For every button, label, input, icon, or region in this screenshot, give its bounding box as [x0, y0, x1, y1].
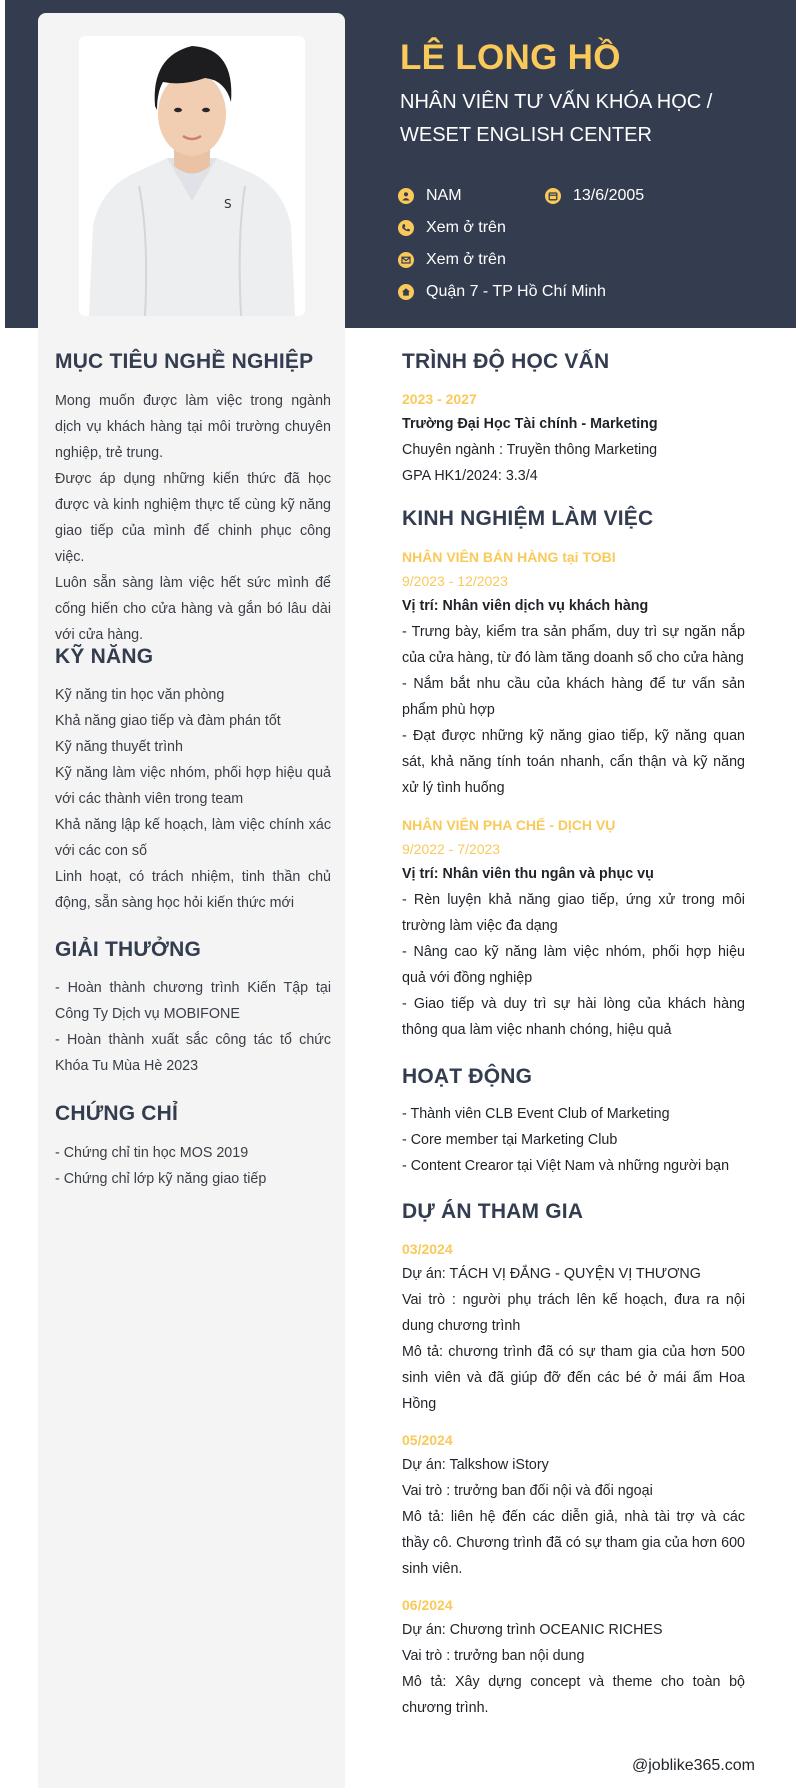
- skills-heading: KỸ NĂNG: [55, 645, 154, 668]
- experience-job-2: NHÂN VIÊN PHA CHẾ - DỊCH VỤ 9/2022 - 7/2023 Vị trí: Nhân viên thu ngân và phục vụ - Rèn luyện khả năng giao tiếp, ứng xử trong môi trường làm việc đa dạng - Nâng cao kỹ năng làm việc nhóm, phối hợp hiệu quả với đồng nghiệp - Giao tiếp và duy trì sự hài lòng của khách hàng thông qua làm việc nhanh chóng, hiệu quả: [402, 817, 745, 1038]
- list-item: Linh hoạt, có trách nhiệm, tinh thần chủ động, sẵn sàng học hỏi kiến thức mới: [55, 869, 331, 911]
- list-item: Khả năng giao tiếp và đàm phán tốt: [55, 713, 281, 729]
- svg-text:S: S: [224, 197, 232, 211]
- phone-icon: [398, 220, 414, 236]
- list-item: Kỹ năng làm việc nhóm, phối hợp hiệu quả với các thành viên trong team: [55, 765, 331, 807]
- list-item: Kỹ năng thuyết trình: [55, 739, 183, 755]
- mail-icon: [398, 252, 414, 268]
- project-2: 05/2024 Dự án: Talkshow iStory Vai trò : trưởng ban đối nội và đối ngoại Mô tả: liên hệ đến các diễn giả, nhà tài trợ và các thầy cô. Chương trình đã có sự tham gia của hơn 600 sinh viên.: [402, 1432, 745, 1577]
- list-item: - Chứng chỉ tin học MOS 2019: [55, 1145, 249, 1161]
- list-item: Kỹ năng tin học văn phòng: [55, 687, 225, 703]
- address-row: Quận 7 - TP Hồ Chí Minh: [398, 283, 606, 301]
- email-row: Xem ở trên: [398, 251, 506, 269]
- experience-job-1: NHÂN VIÊN BÁN HÀNG tại TOBI 9/2023 - 12/2023 Vị trí: Nhân viên dịch vụ khách hàng - Trưng bày, kiểm tra sản phẩm, duy trì sự ngăn nắp của cửa hàng, từ đó làm tăng doanh số cho cửa hàng - Nắm bắt nhu cầu của khách hàng để tư vấn sản phẩm phù hợp - Đạt được những kỹ năng giao tiếp, kỹ năng quan sát, khả năng tính toán nhanh, cẩn thận và kỹ năng xử lý tình huống: [402, 549, 745, 796]
- dob-row: 13/6/2005: [545, 187, 644, 205]
- candidate-name: LÊ LONG HỒ: [400, 38, 621, 77]
- list-item: - Hoàn thành xuất sắc công tác tổ chức Khóa Tu Mùa Hè 2023: [55, 1032, 331, 1074]
- user-icon: [398, 188, 414, 204]
- awards-list: [55, 975, 331, 1079]
- activities-list: [402, 1101, 745, 1179]
- list-item: - Chứng chỉ lớp kỹ năng giao tiếp: [55, 1171, 267, 1187]
- project-3: 06/2024 Dự án: Chương trình OCEANIC RICHES Vai trò : trưởng ban nội dung Mô tả: Xây dựng concept và theme cho toàn bộ chương trình.: [402, 1597, 745, 1716]
- profile-photo: [79, 36, 305, 316]
- certificates-list: [55, 1140, 331, 1192]
- gender-row: NAM: [398, 187, 462, 205]
- experience-heading: KINH NGHIỆM LÀM VIỆC: [402, 507, 654, 530]
- list-item: - Core member tại Marketing Club: [402, 1132, 618, 1148]
- list-item: - Content Crearor tại Việt Nam và những người bạn: [402, 1158, 730, 1174]
- home-icon: [398, 284, 414, 300]
- objective-text: Mong muốn được làm việc trong ngành dịch vụ khách hàng tại môi trường chuyên nghiệp, trẻ trung. Được áp dụng những kiến thức đã học được và kinh nghiệm thực tế cùng kỹ năng giao tiếp của mình để chinh phục công việc. Luôn sẵn sàng làm việc hết sức mình để cống hiến cho cửa hàng và gắn bó lâu dài với cửa hàng.: [55, 393, 331, 643]
- certificates-heading: CHỨNG CHỈ: [55, 1102, 179, 1125]
- job-title: NHÂN VIÊN TƯ VẤN KHÓA HỌC / WESET ENGLISH CENTER: [400, 91, 713, 146]
- education-block: 2023 - 2027 Trường Đại Học Tài chính - Marketing Chuyên ngành : Truyền thông Marketing GPA HK1/2024: 3.3/4: [402, 391, 658, 484]
- calendar-icon: [545, 188, 561, 204]
- objective-heading: MỤC TIÊU NGHỀ NGHIỆP: [55, 350, 314, 373]
- list-item: Khả năng lập kế hoạch, làm việc chính xác với các con số: [55, 817, 331, 859]
- awards-heading: GIẢI THƯỞNG: [55, 938, 202, 961]
- watermark: @joblike365.com: [632, 1757, 755, 1774]
- education-heading: TRÌNH ĐỘ HỌC VẤN: [402, 350, 610, 373]
- activities-heading: HOẠT ĐỘNG: [402, 1065, 533, 1088]
- skills-list: [55, 682, 331, 916]
- projects-heading: DỰ ÁN THAM GIA: [402, 1200, 584, 1223]
- list-item: - Hoàn thành chương trình Kiến Tập tại Công Ty Dịch vụ MOBIFONE: [55, 980, 331, 1022]
- phone-row: Xem ở trên: [398, 219, 506, 237]
- list-item: - Thành viên CLB Event Club of Marketing: [402, 1106, 670, 1122]
- project-1: 03/2024 Dự án: TÁCH VỊ ĐẮNG - QUYỆN VỊ THƯƠNG Vai trò : người phụ trách lên kế hoạch, đưa ra nội dung chương trình Mô tả: chương trình đã có sự tham gia của hơn 500 sinh viên và đã giúp đỡ đến các bé ở mái ấm Hoa Hồng: [402, 1241, 745, 1412]
